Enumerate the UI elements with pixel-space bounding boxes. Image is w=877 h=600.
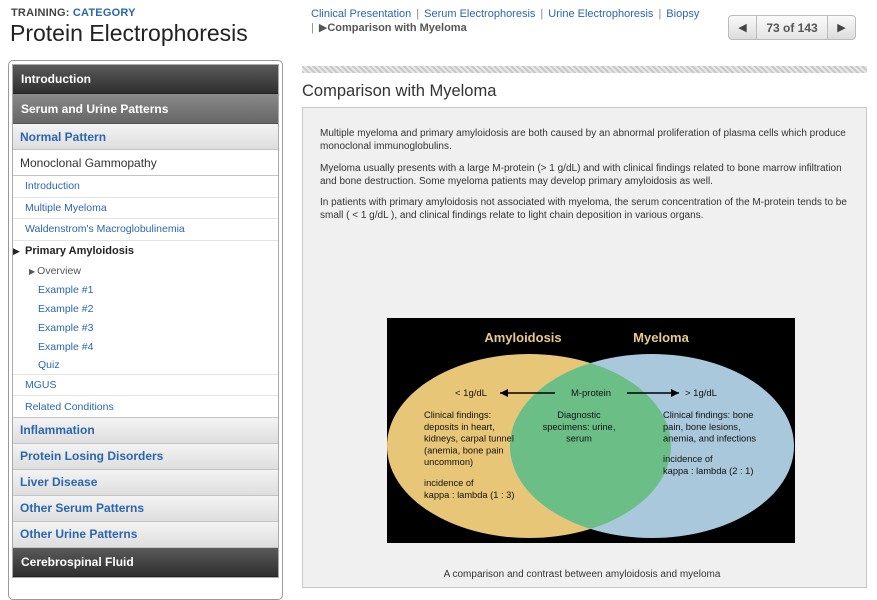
amyloidosis-finding-line-4: uncommon) — [424, 457, 474, 468]
venn-diagram — [387, 318, 795, 543]
amyloidosis-finding-line-0: Clinical findings: — [424, 410, 492, 420]
sidebar-subitem-quiz[interactable]: Quiz — [13, 356, 278, 375]
paragraph-1: Multiple myeloma and primary amyloidosis are both caused by an abnormal proliferation of plasma cells which produce monoclonal immunoglobulins. — [320, 128, 846, 152]
overlap-text-line-0: Diagnostic — [557, 410, 601, 420]
page-title: Protein Electrophoresis — [10, 20, 248, 46]
amyloidosis-finding-line-1: deposits in heart, — [424, 421, 495, 432]
pager — [728, 15, 856, 40]
sidebar-section-protein-losing[interactable]: Protein Losing Disorders — [13, 444, 278, 470]
sidebar-section-csf[interactable]: Cerebrospinal Fluid — [13, 548, 278, 577]
amyloidosis-kappa-line-1: kappa : lambda (1 : 3) — [424, 489, 515, 500]
crumb-current — [319, 22, 467, 34]
myeloma-kappa-line-1: kappa : lambda (2 : 1) — [663, 465, 754, 476]
prev-arrow-icon: ◀ — [738, 22, 747, 34]
content-panel — [302, 107, 867, 588]
sidebar-item-introduction[interactable]: Introduction — [13, 176, 278, 198]
overlap-text-line-2: serum — [566, 433, 592, 444]
sidebar-subitem-example-3[interactable]: Example #3 — [13, 318, 278, 337]
sidebar-item-waldenstrom[interactable]: Waldenstrom's Macroglobulinemia — [13, 219, 278, 241]
sidebar-item-mgus[interactable]: MGUS — [13, 375, 278, 397]
sidebar-section-other-serum[interactable]: Other Serum Patterns — [13, 496, 278, 522]
myeloma-finding-line-2: anemia, and infections — [663, 433, 757, 444]
myeloma-finding-line-0: Clinical findings: bone — [663, 410, 754, 420]
crumb-serum-electrophoresis[interactable]: Serum Electrophoresis — [424, 8, 536, 20]
myeloma-kappa-line-0: incidence of — [663, 454, 713, 464]
amyloidosis-kappa-line-0: incidence of — [424, 478, 474, 488]
header — [0, 0, 877, 58]
overview-label: Overview — [37, 265, 81, 278]
crumb-urine-electrophoresis[interactable]: Urine Electrophoresis — [548, 8, 654, 20]
sidebar-item-primary-amyloidosis-label: Primary Amyloidosis — [25, 245, 135, 258]
sidebar-item-multiple-myeloma[interactable]: Multiple Myeloma — [13, 198, 278, 220]
amyloidosis-title: Amyloidosis — [484, 330, 562, 345]
myeloma-finding-line-1: pain, bone lesions, — [663, 421, 741, 432]
page-count: 73 of 143 — [757, 15, 827, 40]
sidebar — [8, 60, 283, 600]
category-link[interactable]: CATEGORY — [72, 7, 136, 19]
prev-page-button[interactable] — [728, 15, 757, 40]
breadcrumb: Clinical Presentation | Serum Electrophoresis | Urine Electrophoresis | Biopsy | ▶Comparison with Myeloma — [311, 8, 700, 34]
figure-caption: A comparison and contrast between amyloidosis and myeloma — [443, 569, 721, 580]
sidebar-section-liver-disease[interactable]: Liver Disease — [13, 470, 278, 496]
amyloidosis-finding-line-3: (anemia, bone pain — [424, 445, 504, 456]
sidebar-section-other-urine[interactable]: Other Urine Patterns — [13, 522, 278, 548]
sidebar-item-related-conditions[interactable]: Related Conditions — [13, 396, 278, 418]
sidebar-section-serum-urine[interactable]: Serum and Urine Patterns — [13, 94, 278, 124]
myeloma-title: Myeloma — [633, 330, 689, 345]
amyloidosis-finding-line-2: kidneys, carpal tunnel — [424, 433, 514, 444]
next-arrow-icon: ▶ — [837, 22, 846, 34]
sidebar-subitem-example-2[interactable]: Example #2 — [13, 300, 278, 319]
paragraph-3: In patients with primary amyloidosis not associated with myeloma, the serum concentration of the M-protein tends to be small ( < 1 g/dL ), and clinical findings relate to light chain deposition in various organs. — [320, 197, 847, 221]
myeloma-concentration: > 1g/dL — [685, 388, 717, 399]
section-title: Comparison with Myeloma — [302, 82, 497, 100]
paragraph-2: Myeloma usually presents with a large M-protein (> 1 g/dL) and with clinical findings related to bone marrow infiltration and bone destruction. Some myeloma patients may develop primary amyloidosis as well. — [320, 163, 842, 187]
training-prefix: TRAINING: — [11, 7, 70, 19]
sidebar-section-inflammation[interactable]: Inflammation — [13, 418, 278, 444]
m-protein-label: M-protein — [570, 388, 612, 399]
amyloidosis-concentration: < 1g/dL — [455, 388, 487, 399]
sidebar-subitem-example-4[interactable]: Example #4 — [13, 337, 278, 356]
crumb-current-label: Comparison with Myeloma — [327, 22, 467, 34]
sidebar-section-introduction[interactable]: Introduction — [13, 65, 278, 94]
sidebar-subitem-overview[interactable] — [13, 262, 278, 281]
sidebar-item-normal-pattern[interactable]: Normal Pattern — [13, 124, 278, 150]
play-arrow-icon: ▶ — [318, 22, 328, 34]
sidebar-item-monoclonal[interactable]: Monoclonal Gammopathy — [13, 150, 278, 176]
overview-arrow-icon: ▶ — [29, 266, 36, 276]
title-divider — [302, 66, 867, 73]
sidebar-subitem-example-1[interactable]: Example #1 — [13, 281, 278, 300]
training-label — [11, 7, 136, 19]
crumb-clinical-presentation[interactable]: Clinical Presentation — [311, 8, 412, 20]
active-arrow-icon: ▶ — [13, 245, 20, 256]
sidebar-item-primary-amyloidosis[interactable] — [13, 241, 278, 263]
overlap-text-line-1: specimens: urine, — [542, 421, 616, 432]
next-page-button[interactable] — [827, 15, 856, 40]
crumb-biopsy[interactable]: Biopsy — [666, 8, 700, 20]
